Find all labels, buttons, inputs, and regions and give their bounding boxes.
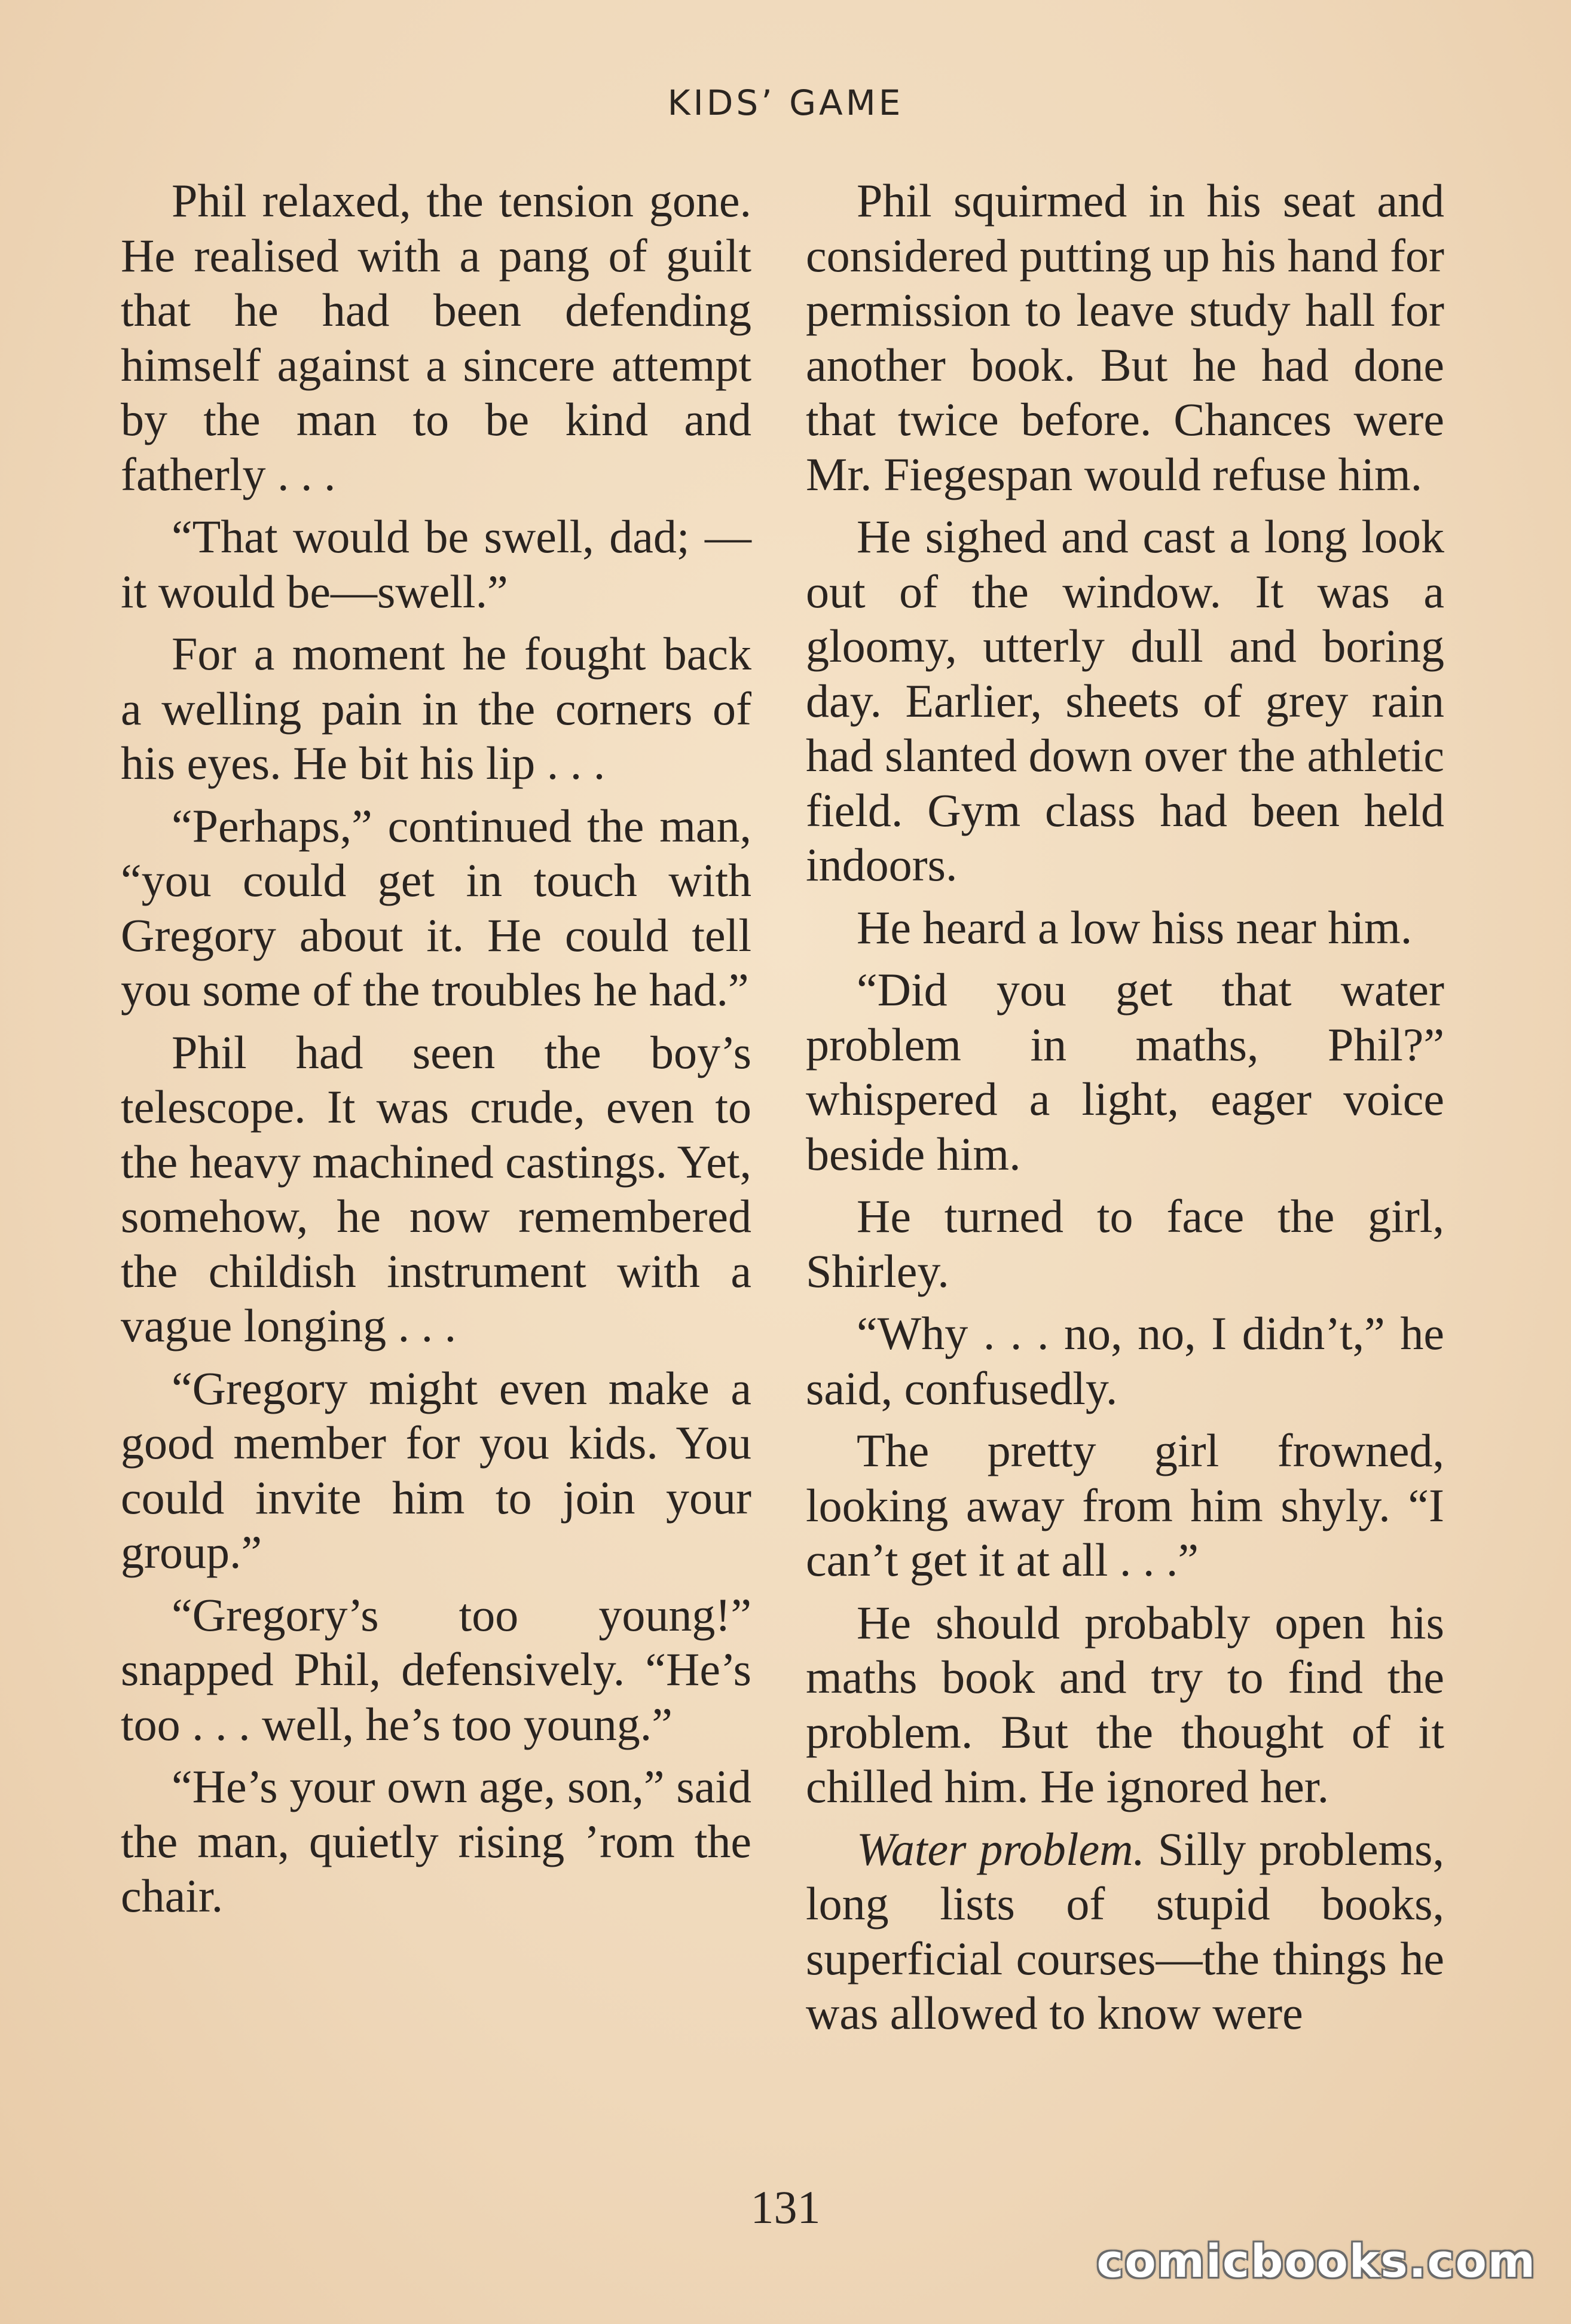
paragraph: Phil squirmed in his seat and considered putting up his hand for permission to leave study hall for another book. But he had done that twice before. Chances were Mr. Fiegespan would refuse him. [806, 175, 1444, 500]
paragraph: “Gregory’s too young!” snapped Phil, defensively. “He’s too . . . well, he’s too young.” [121, 1588, 751, 1750]
watermark-logo: comicbooks.com [1096, 2234, 1536, 2288]
left-column [121, 173, 751, 1931]
paragraph: “Gregory might even make a good member for you kids. You could invite him to join your group.” [121, 1362, 751, 1578]
paragraph: “Why . . . no, no, I didn’t,” he said, confusedly. [806, 1307, 1444, 1414]
paragraph: The pretty girl frowned, looking away from him shyly. “I can’t get it at all . . .” [806, 1424, 1444, 1586]
paragraph: “Did you get that water problem in maths, Phil?” whispered a light, eager voice beside him. [806, 964, 1444, 1180]
paragraph: He turned to face the girl, Shirley. [806, 1190, 1444, 1297]
paragraph: For a moment he fought back a welling pain in the corners of his eyes. He bit his lip . . . [121, 628, 751, 789]
running-header: KIDS’ GAME [667, 82, 904, 123]
paragraph: “He’s your own age, son,” said the man, quietly rising ’rom the chair. [121, 1760, 751, 1922]
paragraph [806, 1822, 1444, 2041]
paragraph: He sighed and cast a long look out of the window. It was a gloomy, utterly dull and boring day. Earlier, sheets of grey rain had slanted down over the athletic field. Gym class had been held indoors. [806, 510, 1444, 891]
paragraph: Phil relaxed, the tension gone. He realised with a pang of guilt that he had been defending himself against a sincere attempt by the man to be kind and fatherly . . . [121, 175, 751, 500]
right-column [806, 173, 1444, 2048]
paragraph: He should probably open his maths book and try to find the problem. But the thought of it chilled him. He ignored her. [806, 1596, 1444, 1812]
paragraph-text: Silly problems, long lists of stupid books, superficial courses—the things he was allowed to know were [806, 1822, 1444, 2039]
italic-phrase: Water problem. [857, 1822, 1145, 1875]
paragraph: He heard a low hiss near him. [857, 901, 1413, 953]
page-number: 131 [750, 2181, 821, 2233]
paragraph: “Perhaps,” continued the man, “you could get in touch with Gregory about it. He could tell you some of the troubles he had.” [121, 799, 751, 1016]
paragraph: “That would be swell, dad; —it would be—swell.” [121, 510, 751, 617]
paragraph: Phil had seen the boy’s telescope. It was crude, even to the heavy machined castings. Yet, somehow, he now remembered the childish instrument with a vague longing . . . [121, 1026, 751, 1351]
